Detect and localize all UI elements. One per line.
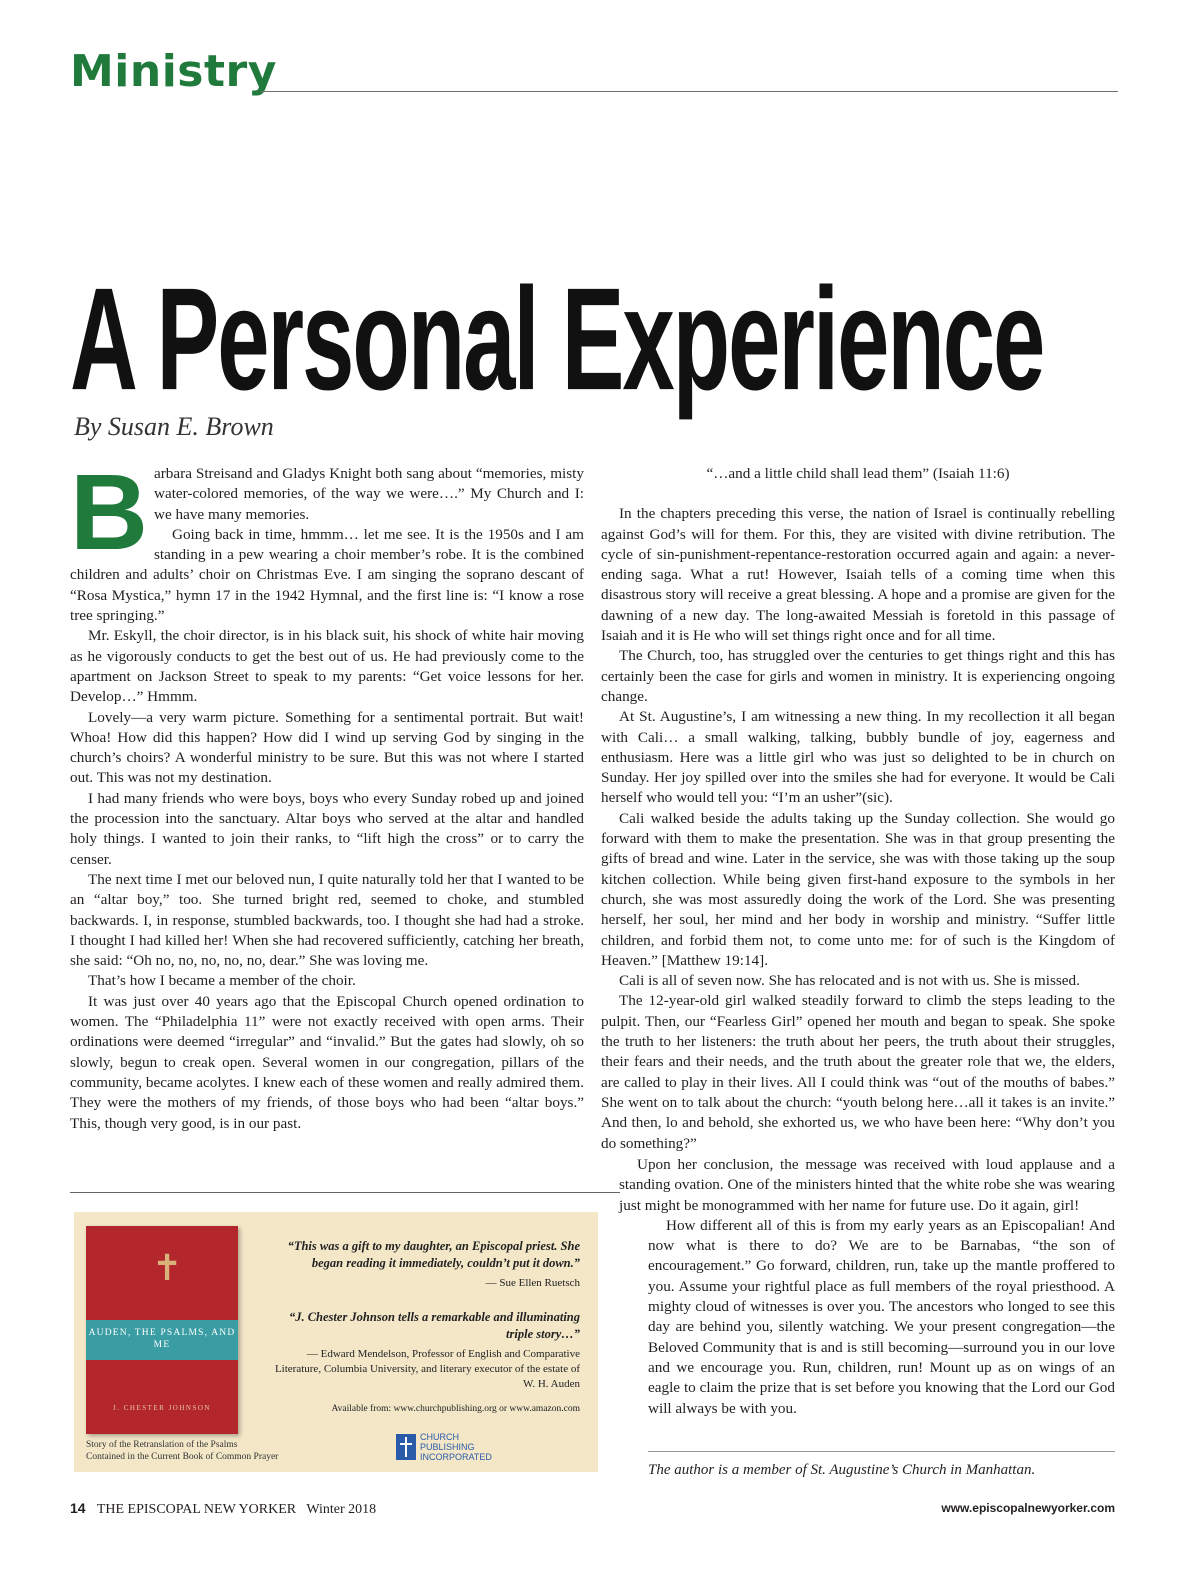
paragraph: In the chapters preceding this verse, the nation of Israel is continually rebelling against God’s will for them. For this, they are visited with divine retribution. The cycle of sin-punishment-repentance-restoration occurred again and again: a never-ending saga. What a rut! However, Isaiah tells of a coming time when this disastrous story will receive a great blessing. A hope and a promise are given for the dawning of a new day. The long-awaited Messiah is foretold in this passage of Isaiah and it is He who will set things right once and for all time. <box>601 505 1115 645</box>
testimonial-quote: “This was a gift to my daughter, an Episcopal priest. She began reading it immediately, couldn’t put it down.” <box>287 1239 580 1270</box>
testimonial-attribution: — Sue Ellen Ruetsch <box>485 1277 580 1289</box>
ad-caption: Story of the Retranslation of the Psalms Contained in the Current Book of Common Prayer <box>86 1440 279 1462</box>
book-author: J. CHESTER JOHNSON <box>113 1404 211 1412</box>
right-column-continued <box>619 1155 1115 1419</box>
cross-icon: ✝ <box>152 1248 183 1289</box>
author-note-rule <box>648 1451 1115 1452</box>
paragraph: How different all of this is from my early years as an Episcopalian! And now what is there to do? We are to be Barnabas, “the son of encouragement.” Go forward, children, run, take up the mantle proffered to you. Assume your rightful place as full members of the royal priesthood. A mighty cloud of witnesses is over you. The ancestors who longed to see this day are behind you, silently watching. We your present congregation—the Beloved Community that is and is still becoming—surround you in our love and we encourage you. Run, children, run! Mount up as on wings of an eagle to claim the prize that is set before you knowing that the Lord our God will always be with you. <box>648 1216 1115 1417</box>
testimonial-attribution: — Edward Mendelson, Professor of English and Comparative Literature, Columbia University, and literary executor of the estate of W. H. Auden <box>274 1348 580 1390</box>
author-note: The author is a member of St. Augustine’s Church in Manhattan. <box>648 1462 1036 1478</box>
paragraph: The Church, too, has struggled over the centuries to get things right and this has certainly been the case for girls and women in ministry. It is experiencing ongoing change. <box>601 647 1115 705</box>
paragraph: The next time I met our beloved nun, I quite naturally told her that I wanted to be an “altar boy,” too. She turned bright red, seemed to choke, and stumbled backwards. I, in response, stumbled backwards, too. I thought she had had a stroke. I thought I had killed her! When she had recovered sufficiently, catching her breath, she said: “Oh no, no, no, no, no, dear.” She was loving me. <box>70 870 584 970</box>
section-header <box>70 46 1118 98</box>
drop-cap: B <box>70 451 148 572</box>
article-headline: A Personal Experience <box>70 257 1044 421</box>
website-link[interactable]: www.episcopalnewyorker.com <box>941 1501 1115 1515</box>
paragraph: Upon her conclusion, the message was received with loud applause and a standing ovation. One of the ministers hinted that the white robe she was wearing just might be monogrammed with her name for future use. Do it again, girl! <box>619 1156 1115 1214</box>
book-cover-image <box>86 1226 238 1434</box>
paragraph: It was just over 40 years ago that the Episcopal Church opened ordination to women. The “Philadelphia 11” were not exactly received with open arms. Their ordinations were deemed “irregular” and “invalid.” But the gates had slowly, oh so slowly, begun to creak open. Several women in our congregation, pillars of the community, became acolytes. I knew each of these women and really admired them. They were the mothers of my friends, of those boys who had been “altar boys.” This, though very good, is in our past. <box>70 992 584 1132</box>
paragraph: Mr. Eskyll, the choir director, is in his black suit, his shock of white hair moving as he vigorously conducts to get the best out of us. He had previously come to the apartment on Jackson Street to speak to my parents: “Get voice lessons for her. Develop…” Hmmm. <box>70 627 584 706</box>
section-title: Ministry <box>70 46 277 97</box>
right-column <box>601 464 1115 1154</box>
book-advertisement[interactable] <box>74 1212 598 1472</box>
ad-quotes <box>264 1238 580 1414</box>
epigraph: “…and a little child shall lead them” (Isaiah 11:6) <box>706 465 1010 482</box>
paragraph: I had many friends who were boys, boys who every Sunday robed up and joined the procession into the sanctuary. Altar boys who served at the altar and handled holy things. I wanted to join their ranks, to “lift high the cross” or to carry the censer. <box>70 789 584 868</box>
paragraph: At St. Augustine’s, I am witnessing a new thing. In my recollection it all began with Cali… a small walking, talking, bubbly bundle of joy, eagerness and enthusiasm. Here was a little girl who was just so delighted to be in church on Sunday. Her joy spilled over into the smiles she had for everyone. It would be Cali herself who would tell you: “I’m an usher”(sic). <box>601 708 1115 807</box>
footer-left <box>70 1500 376 1518</box>
paragraph: Cali is all of seven now. She has relocated and is not with us. She is missed. <box>619 972 1080 990</box>
paragraph: Barbara Streisand and Gladys Knight both sang about “memories, misty water-colored memories, of the way we were….” My Church and I: we have many memories. <box>70 451 584 572</box>
ad-divider <box>70 1192 620 1193</box>
paragraph: Going back in time, hmmm… let me see. It is the 1950s and I am standing in a pew wearing a choir member’s robe. It is the combined children and adults’ choir on Christmas Eve. I am singing the soprano descant of “Rosa Mystica,” hymn 17 in the 1942 Hymnal, and the first line is: “I know a rose tree springing.” <box>70 525 584 625</box>
book-title: AUDEN, THE PSALMS, AND ME <box>86 1320 238 1360</box>
left-column <box>70 451 584 1134</box>
paragraph: The 12-year-old girl walked steadily forward to climb the steps leading to the pulpit. Then, our “Fearless Girl” opened her mouth and began to speak. She spoke the truth to her listeners: the truth about her peers, the truth about their struggles, their fears and their needs, and the truth about the greater role that we, the elders, are called to play in their lives. All I could think was “out of the mouths of babes.” She went on to talk about the church: “youth belong here…all it takes is an invite.” And then, lo and behold, she exhorted us, we who have been here: “Why don’t you do something?” <box>601 992 1115 1152</box>
testimonial-quote: “J. Chester Johnson tells a remarkable and illuminating triple story…” <box>288 1310 580 1341</box>
availability-text: Available from: www.churchpublishing.org or www.amazon.com <box>331 1404 580 1414</box>
paragraph: Cali walked beside the adults taking up the Sunday collection. She would go forward with them to make the presentation. She was in that group presenting the gifts of bread and wine. Later in the service, she was with those taking up the soup kitchen collection. While being given first-hand exposure to the symbols in her church, she was most assuredly doing the work of the Lord. She was presenting herself, her soul, her mind and her body in worship and ministry. “Suffer little children, and forbid them not, to come unto me: for of such is the Kingdom of Heaven.” [Matthew 19:14]. <box>601 809 1115 969</box>
publication-name: THE EPISCOPAL NEW YORKER <box>96 1502 297 1517</box>
issue-date: Winter 2018 <box>306 1502 377 1517</box>
page-number: 14 <box>70 1500 86 1516</box>
paragraph: Lovely—a very warm picture. Something for a sentimental portrait. But wait! Whoa! How did this happen? How did I wind up serving God by singing in the church’s choirs? A wonderful ministry to be sure. But this was not where I started out. This was not my destination. <box>70 708 584 787</box>
article-byline: By Susan E. Brown <box>74 412 274 441</box>
section-rule <box>260 91 1118 92</box>
paragraph: That’s how I became a member of the choir. <box>88 972 356 990</box>
publisher-logo: CHURCH PUBLISHING INCORPORATED <box>396 1432 492 1462</box>
shield-cross-icon <box>396 1434 416 1460</box>
